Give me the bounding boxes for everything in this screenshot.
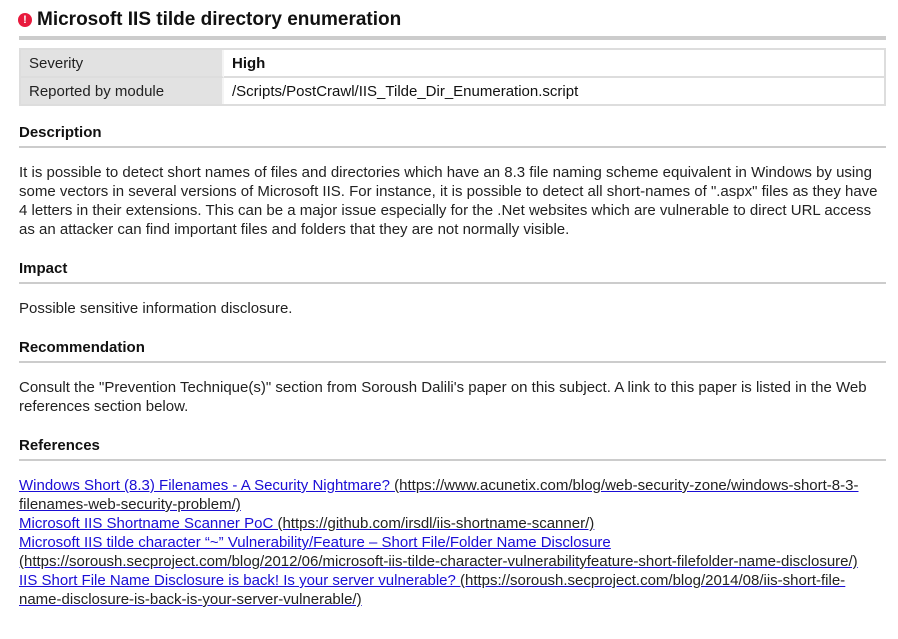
impact-section [19,239,886,318]
impact-text: Possible sensitive information disclosure. [19,300,293,317]
references-list [19,476,886,609]
section-divider [19,361,886,363]
recommendation-text: Consult the "Prevention Technique(s)" section from Soroush Dalili's paper on this subject. A link to this paper is listed in the Web references section below. [19,379,867,415]
reference-url[interactable]: (https://soroush.secproject.com/blog/2014/08/iis-short-file-name-disclosure-is-back-is-your-server-vulnerable/) [19,572,846,608]
reference-link[interactable] [19,571,886,609]
reference-title[interactable]: Microsoft IIS tilde character “~” Vulnerability/Feature – Short File/Folder Name Disclosure [19,534,611,551]
reference-title[interactable]: Windows Short (8.3) Filenames - A Security Nightmare? [19,477,395,494]
reference-link[interactable] [19,476,886,514]
references-section [19,416,886,609]
page-title: Microsoft IIS tilde directory enumeration [37,9,402,30]
description-text: It is possible to detect short names of files and directories which have an 8.3 file naming scheme equivalent in Windows by using some vectors in several versions of Microsoft IIS. For instance, it is possible to detect all short-names of ".aspx" files as they have 4 letters in their extensions. This can be a major issue especially for the .Net websites which are vulnerable to direct URL access as an attacker can find important files and folders that they are not normally visible. [19,164,878,238]
reference-url[interactable]: (https://www.acunetix.com/blog/web-security-zone/windows-short-8-3-filenames-web-security-problem/) [19,477,859,513]
severity-label: Severity [21,50,224,78]
impact-heading: Impact [19,260,68,277]
alert-circle-icon: ! [18,13,32,27]
section-divider [19,282,886,284]
section-divider [19,459,886,461]
reference-link[interactable] [19,533,886,571]
severity-value: High [224,50,884,78]
reference-link[interactable] [19,514,886,533]
description-section [19,106,886,239]
reference-title[interactable]: Microsoft IIS Shortname Scanner PoC [19,515,278,532]
recommendation-heading: Recommendation [19,339,145,356]
description-heading: Description [19,124,102,141]
table-row-severity [21,50,884,78]
recommendation-section [19,318,886,416]
reference-url[interactable]: (https://soroush.secproject.com/blog/2012/06/microsoft-iis-tilde-character-vulnerabilityfeature-short-filefolder-name-disclosure/) [19,553,858,570]
table-row-module [21,78,884,104]
details-table [19,48,886,106]
module-value: /Scripts/PostCrawl/IIS_Tilde_Dir_Enumeration.script [224,78,884,104]
title-divider [19,36,886,40]
references-heading: References [19,437,100,454]
reference-title[interactable]: IIS Short File Name Disclosure is back! Is your server vulnerable? [19,572,460,589]
reference-url[interactable]: (https://github.com/irsdl/iis-shortname-scanner/) [277,515,595,532]
module-label: Reported by module [21,78,224,104]
report-header [18,0,886,36]
section-divider [19,146,886,148]
